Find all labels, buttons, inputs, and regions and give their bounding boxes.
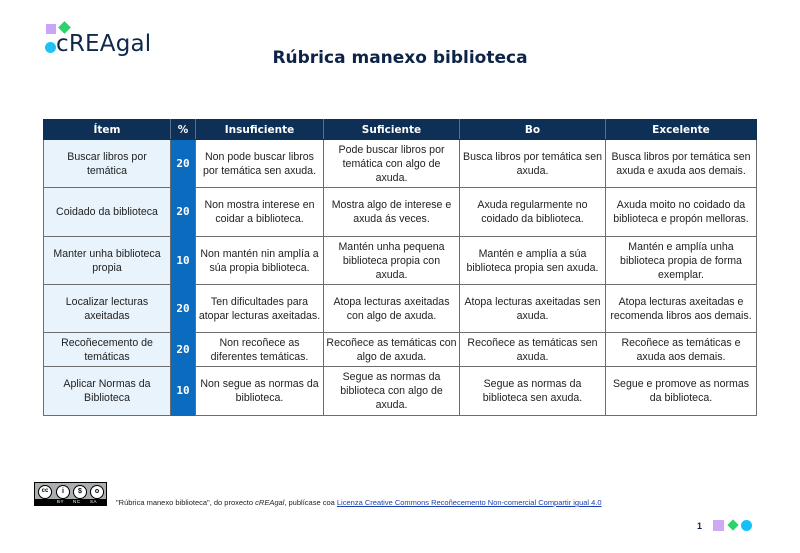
header-excelente: Excelente (606, 120, 757, 140)
cell-percent: 20 (171, 285, 196, 333)
cell-suficiente: Recoñece as temáticas con algo de axuda. (324, 333, 460, 367)
footer-square-icon (713, 520, 724, 531)
cell-percent: 20 (171, 140, 196, 188)
cell-bo: Atopa lecturas axeitadas sen axuda. (460, 285, 606, 333)
cell-excelente: Recoñece as temáticas e axuda aos demais. (606, 333, 757, 367)
footer-circle-icon (741, 520, 752, 531)
table-header-row (44, 120, 757, 140)
cell-suficiente: Pode buscar libros por temática con algo de axuda. (324, 140, 460, 188)
footer-diamond-icon (727, 519, 738, 530)
cell-percent: 20 (171, 188, 196, 237)
cell-item: Localizar lecturas axeitadas (44, 285, 171, 333)
license-footer (34, 482, 774, 512)
project-name: cREAgal (255, 498, 285, 507)
table-row (44, 333, 757, 367)
cell-suficiente: Segue as normas da biblioteca con algo de axuda. (324, 367, 460, 416)
cell-bo: Axuda regularmente no coidado da biblioteca. (460, 188, 606, 237)
creative-commons-by-nc-sa-icon[interactable] (34, 482, 107, 506)
cell-insuficiente: Non segue as normas da biblioteca. (196, 367, 324, 416)
cell-item: Recoñecemento de temáticas (44, 333, 171, 367)
table-row (44, 140, 757, 188)
header-insuficiente: Insuficiente (196, 120, 324, 140)
logo-text: cREAgal (56, 31, 152, 57)
cell-item: Aplicar Normas da Biblioteca (44, 367, 171, 416)
license-text: "Rúbrica manexo biblioteca", do proxecto cREAgal, publícase coa Licenza Creative Commons Recoñecemento Non-comercial Compartir igual 4.0 (116, 498, 602, 507)
cell-insuficiente: Ten dificultades para atopar lecturas axeitadas. (196, 285, 324, 333)
cell-percent: 10 (171, 367, 196, 416)
cell-bo: Recoñece as temáticas sen axuda. (460, 333, 606, 367)
cell-bo: Segue as normas da biblioteca sen axuda. (460, 367, 606, 416)
cell-suficiente: Atopa lecturas axeitadas con algo de axuda. (324, 285, 460, 333)
cell-excelente: Segue e promove as normas da biblioteca. (606, 367, 757, 416)
cell-percent: 10 (171, 237, 196, 285)
header-suficiente: Suficiente (324, 120, 460, 140)
rubric-table (43, 119, 757, 416)
cell-item: Manter unha biblioteca propia (44, 237, 171, 285)
page-title: Rúbrica manexo biblioteca (272, 48, 528, 68)
cell-excelente: Busca libros por temática sen axuda e axuda aos demais. (606, 140, 757, 188)
cell-suficiente: Mantén unha pequena biblioteca propia con axuda. (324, 237, 460, 285)
cell-item: Coidado da biblioteca (44, 188, 171, 237)
cell-insuficiente: Non pode buscar libros por temática sen axuda. (196, 140, 324, 188)
logo-square-icon (46, 24, 56, 34)
header-bo: Bo (460, 120, 606, 140)
cell-excelente: Mantén e amplía unha biblioteca propia de forma exemplar. (606, 237, 757, 285)
by-icon: i (56, 485, 70, 499)
cell-bo: Busca libros por temática sen axuda. (460, 140, 606, 188)
cell-insuficiente: Non mantén nin amplía a súa propia biblioteca. (196, 237, 324, 285)
cc-icon: cc (38, 485, 52, 499)
cell-excelente: Atopa lecturas axeitadas e recomenda libros aos demais. (606, 285, 757, 333)
header-percent: % (171, 120, 196, 140)
header-item: Ítem (44, 120, 171, 140)
cell-excelente: Axuda moito no coidado da biblioteca e propón melloras. (606, 188, 757, 237)
cell-bo: Mantén e amplía a súa biblioteca propia sen axuda. (460, 237, 606, 285)
cell-insuficiente: Non mostra interese en coidar a biblioteca. (196, 188, 324, 237)
cell-insuficiente: Non recoñece as diferentes temáticas. (196, 333, 324, 367)
cell-item: Buscar libros por temática (44, 140, 171, 188)
table-row (44, 188, 757, 237)
table-row (44, 367, 757, 416)
table-row (44, 237, 757, 285)
nc-icon: $ (73, 485, 87, 499)
license-link[interactable]: Licenza Creative Commons Recoñecemento Non-comercial Compartir igual 4.0 (336, 498, 602, 507)
sa-icon: o (90, 485, 104, 499)
page-number: 1 (697, 521, 703, 531)
cell-suficiente: Mostra algo de interese e axuda ás veces. (324, 188, 460, 237)
table-row (44, 285, 757, 333)
cc-label-strip: BY NC SA (35, 499, 106, 505)
cell-percent: 20 (171, 333, 196, 367)
